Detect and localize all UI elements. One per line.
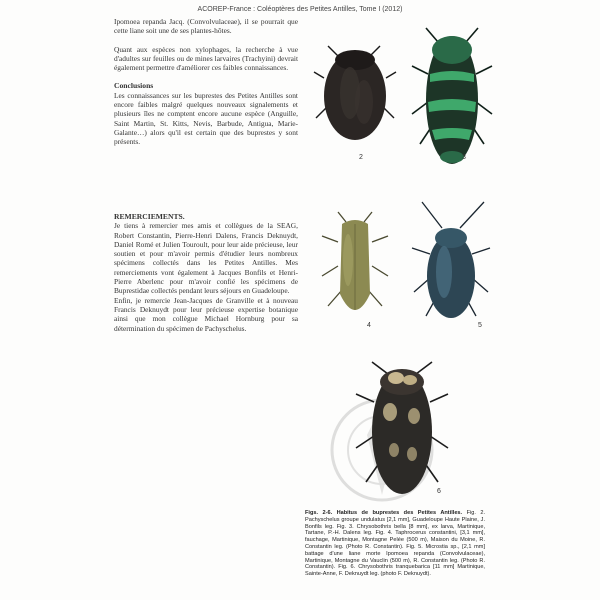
figure-number-2: 2	[359, 154, 363, 161]
beetle-photo-fig3	[408, 22, 496, 172]
paragraph-non-xylophagous: Quant aux espèces non xylophages, la recherche à vue d'adultes sur feuilles ou de mines larvaires (Trachyini) devrait également permettre d'améliorer ces faibles connaissances.	[114, 44, 298, 73]
acknowledgements-text-2: Enfin, je remercie Jean-Jacques de Granville et à nouveau Francis Deknuydt pour leur précieuse expertise botanique ainsi que mon collègue Michael Hornburg pour sa détermination du spécimen de Pachyschelus.	[114, 295, 298, 333]
running-header: ACOREP-France : Coléoptères des Petites Antilles, Tome I (2012)	[197, 6, 403, 13]
caption-body: Fig. 2. Pachyschelus groupe undulatus [2,1 mm], Guadeloupe Haute Plaine, J. Bonfils leg. Fig. 3. Chrysobothris bella [8 mm], ex larva, Martinique, Tartane, P.-H. Dalens leg. Fig. 4. Taphrocerus constantini, [3,1 mm], fauchage, Martinique, Montagne Pelée (500 m), Maison du Moine, R. Constantin leg. (Photo R. Constantin). Fig. 5. Microstia sp., [2,1 mm] battage d'une liane morte Ipomoea repanda (Convolvulaceae), Martinique, Montagne du Vauclin (500 m), R. Constantin leg. (Photo R. Constantin). Fig. 6. Chrysobothris tranquebarica [11 mm] Martinique, Sainte-Anne, F. Deknuydt leg. (photo F. Deknuydt).	[305, 510, 485, 578]
beetle-photo-fig5	[408, 198, 494, 330]
figure-number-3: 3	[462, 154, 466, 161]
acknowledgements-heading: REMERCIEMENTS.	[114, 212, 185, 221]
acknowledgements-text-1: Je tiens à remercier mes amis et collègues de la SEAG, Robert Constantin, Pierre-Henri Dalens, Francis Deknuydt, Daniel Romé et Julien Touroult, pour leur aide précieuse, leur soutien et pour m'avoir permis d'étudier leurs nombreux spécimens collectés dans les Petites Antilles. Mes remerciements vont également à Jacques Bonfils et Henri-Pierre Aberlenc pour m'avoir confié les spécimens de Buprestidae collectés pendant leurs séjours en Guadeloupe.	[114, 221, 298, 296]
paragraph-host-plant: Ipomoea repanda Jacq. (Convolvulaceae), il se pourrait que cette liane soit une de ses plantes-hôtes.	[114, 17, 298, 36]
text-column-top	[114, 17, 298, 147]
conclusions-heading: Conclusions	[114, 81, 154, 91]
figure-number-5: 5	[478, 322, 482, 329]
figure-number-4: 4	[367, 322, 371, 329]
beetle-photo-fig6	[352, 358, 452, 500]
beetle-photo-fig4	[316, 210, 394, 328]
conclusions-text: Les connaissances sur les buprestes des Petites Antilles sont encore faibles malgré quelques nouveaux signalements et plusieurs îles ne comptent encore aucune espèce (Anguille, Saint Martin, St. Kitts, Nevis, Barbude, Antigua, Marie-Galante…) alors qu'il est certain que des buprestes y sont présents.	[114, 90, 298, 147]
figure-number-6: 6	[437, 488, 441, 495]
caption-heading: Figs. 2-6. Habitus de buprestes des Petites Antilles.	[305, 510, 463, 516]
beetle-photo-fig2	[310, 38, 400, 150]
text-column-bottom	[114, 212, 298, 333]
figure-caption	[305, 510, 485, 578]
